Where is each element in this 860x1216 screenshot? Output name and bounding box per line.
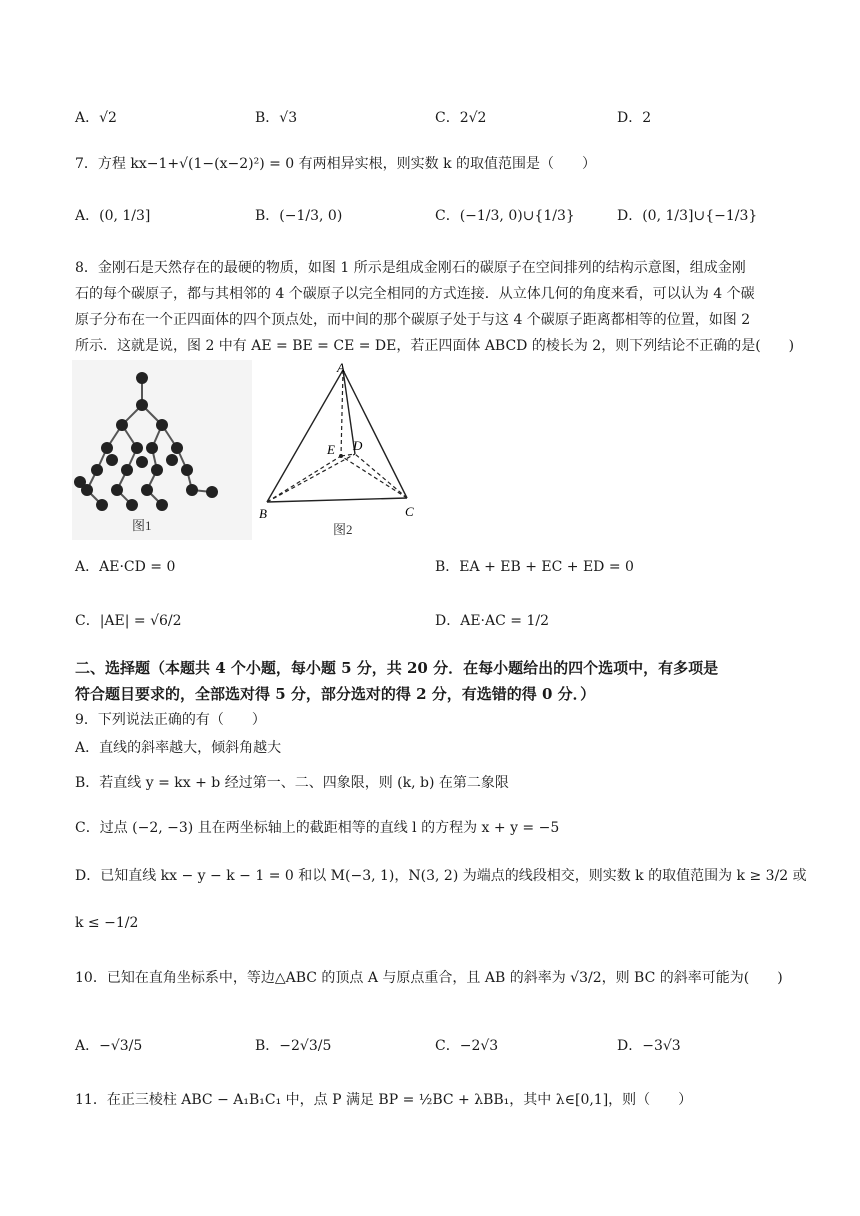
q9-option-d-line-1: D．已知直线 kx − y − k − 1 = 0 和以 M(−3, 1)，N(3, 2) 为端点的线段相交，则实数 k 的取值范围为 k ≥ 3/2 或	[75, 868, 807, 884]
q8-option-c: C．|AE| = √6/2	[75, 613, 182, 629]
q6-option-c: C．2√2	[435, 110, 487, 126]
section-2-heading-line-1: 二、选择题（本题共 4 个小题，每小题 5 分，共 20 分．在每小题给出的四个选项中，有多项是	[75, 659, 719, 677]
label-e: E	[327, 442, 335, 457]
q11-stem: 11．在正三棱柱 ABC − A₁B₁C₁ 中，点 P 满足 BP = ½BC + λBB₁，其中 λ∈[0,1]，则（ ）	[75, 1092, 693, 1108]
label-c: C	[405, 504, 414, 519]
label-d: D	[353, 438, 363, 453]
q8-line-1: 8．金刚石是天然存在的最硬的物质，如图 1 所示是组成金刚石的碳原子在空间排列的结构示意图，组成金刚	[75, 260, 746, 276]
q7-stem: 7．方程 kx−1+√(1−(x−2)²) = 0 有两相异实根，则实数 k 的取值范围是（ ）	[75, 156, 597, 172]
q7-option-b: B．(−1/3, 0)	[255, 208, 343, 224]
figure-1-caption: 图1	[132, 518, 152, 533]
q9-option-a: A．直线的斜率越大，倾斜角越大	[75, 740, 282, 756]
label-b: B	[259, 506, 267, 521]
q9-stem: 9．下列说法正确的有（ ）	[75, 712, 266, 728]
q10-option-a: A．−√3/5	[75, 1038, 143, 1054]
q10-option-b: B．−2√3/5	[255, 1038, 332, 1054]
q8-line-3: 原子分布在一个正四面体的四个顶点处，而中间的那个碳原子处于与这 4 个碳原子距离都相等的位置，如图 2	[75, 312, 751, 328]
q10-stem: 10．已知在直角坐标系中，等边△ABC 的顶点 A 与原点重合，且 AB 的斜率为 √3/2，则 BC 的斜率可能为( )	[75, 970, 783, 986]
q6-option-b: B．√3	[255, 110, 298, 126]
label-a: A	[337, 360, 345, 375]
q8-line-4: 所示．这就是说，图 2 中有 AE = BE = CE = DE，若正四面体 ABCD 的棱长为 2，则下列结论不正确的是( )	[75, 338, 795, 354]
q6-option-d: D．2	[617, 110, 652, 126]
q8-option-a: A．AE·CD = 0	[75, 559, 176, 575]
q10-option-d: D．−3√3	[617, 1038, 681, 1054]
figure-1-diamond-lattice	[72, 360, 252, 540]
q8-option-b: B．EA + EB + EC + ED = 0	[435, 559, 634, 575]
q6-option-a: A．√2	[75, 110, 117, 126]
q8-option-d: D．AE·AC = 1/2	[435, 613, 549, 629]
q9-option-d-line-2: k ≤ −1/2	[75, 915, 139, 931]
figure-2-caption: 图2	[333, 522, 353, 537]
q7-option-c: C．(−1/3, 0)∪{1/3}	[435, 208, 575, 224]
q10-option-c: C．−2√3	[435, 1038, 499, 1054]
section-2-heading-line-2: 符合题目要求的，全部选对得 5 分，部分选对的得 2 分，有选错的得 0 分．）	[75, 685, 596, 703]
q8-line-2: 石的每个碳原子，都与其相邻的 4 个碳原子以完全相同的方式连接．从立体几何的角度来看，可以认为 4 个碳	[75, 286, 755, 302]
q9-option-c: C．过点 (−2, −3) 且在两坐标轴上的截距相等的直线 l 的方程为 x + y = −5	[75, 820, 560, 836]
q9-option-b: B．若直线 y = kx + b 经过第一、二、四象限，则 (k, b) 在第二象限	[75, 775, 509, 791]
q7-option-d: D．(0, 1/3]∪{−1/3}	[617, 208, 758, 224]
figure-2-tetrahedron	[255, 360, 435, 540]
q7-option-a: A．(0, 1/3]	[75, 208, 151, 224]
